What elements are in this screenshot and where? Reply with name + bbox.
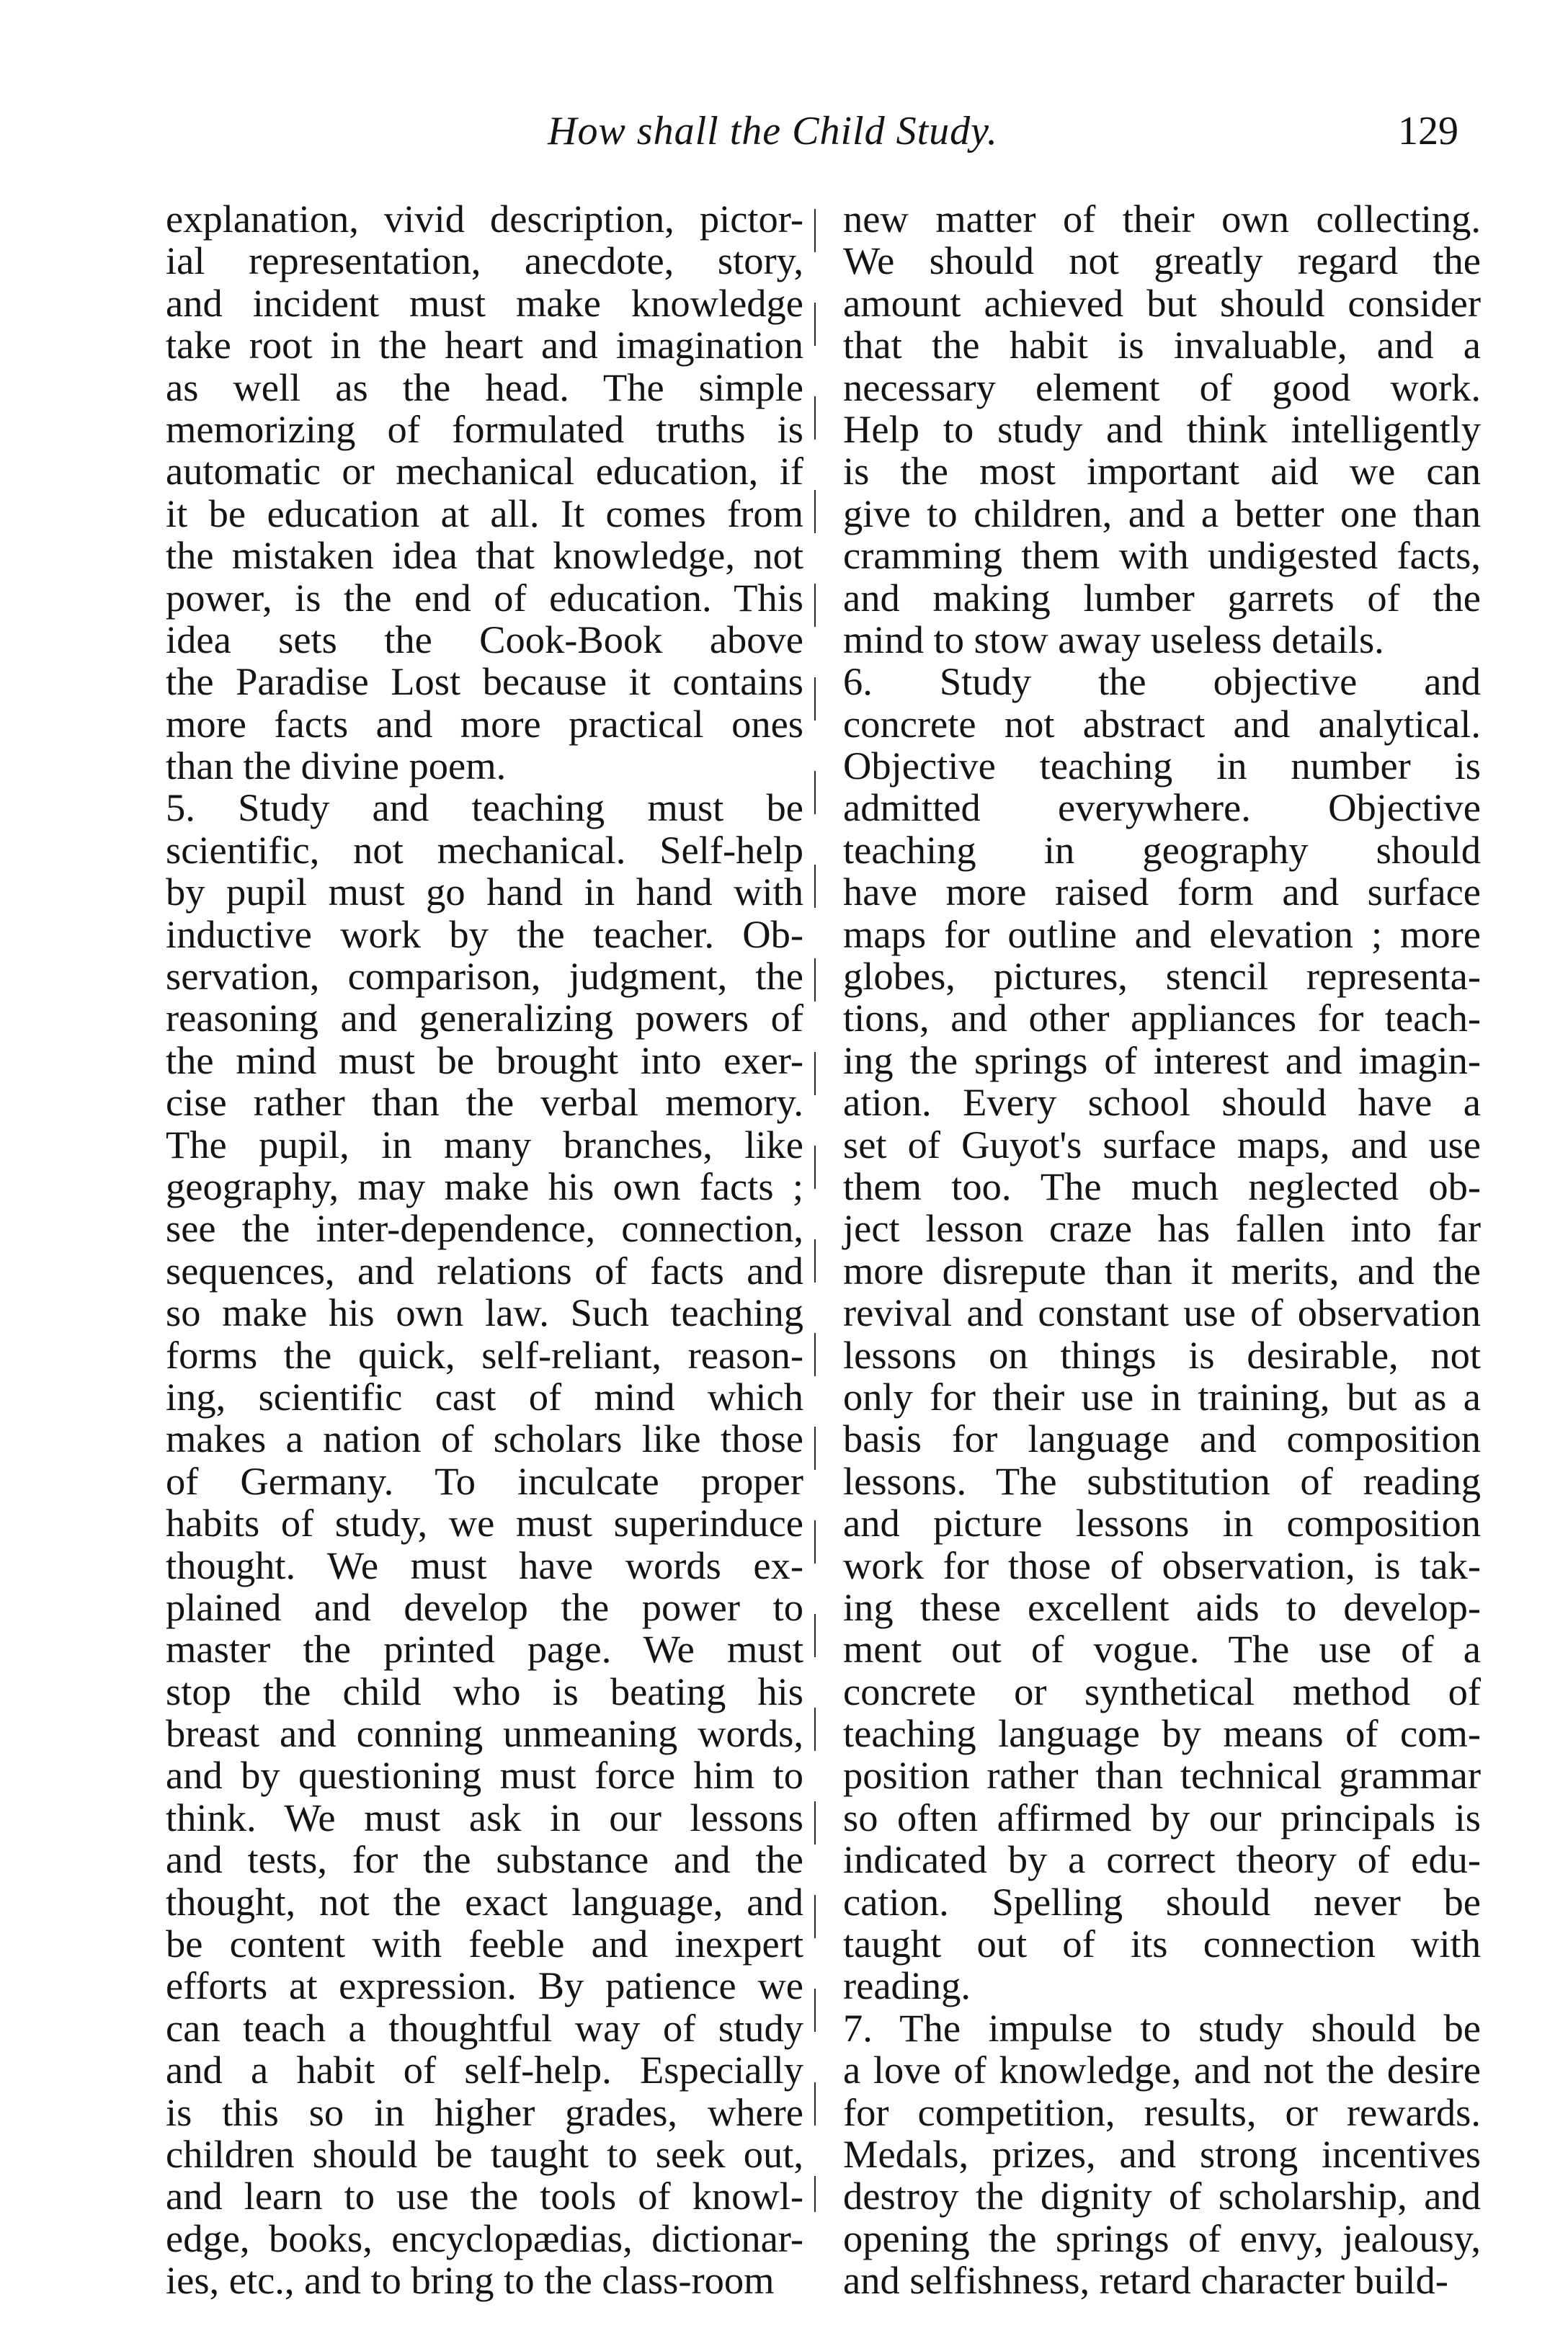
text-line: and learn to use the tools of knowl- <box>166 2174 803 2218</box>
text-line: makes a nation of scholars like those <box>166 1417 803 1461</box>
text-line: servation, comparison, judgment, the <box>166 954 803 999</box>
text-line: 5. Study and teaching must be <box>166 785 803 830</box>
text-line: cation. Spelling should never be <box>843 1879 1481 1924</box>
text-line: set of Guyot's surface maps, and use <box>843 1122 1481 1167</box>
text-line: it be education at all. It comes from <box>166 491 803 535</box>
left-text-column <box>166 198 803 2302</box>
text-line: stop the child who is beating his <box>166 1669 803 1713</box>
text-line: ing, scientific cast of mind which <box>166 1374 803 1419</box>
text-line: teaching in geography should <box>843 827 1481 872</box>
text-line: more disrepute than it merits, and the <box>843 1248 1481 1293</box>
text-line: explanation, vivid description, pictor- <box>166 197 803 241</box>
text-line: forms the quick, self-reliant, reason- <box>166 1332 803 1377</box>
text-line: and selfishness, retard character build- <box>843 2258 1448 2303</box>
text-line: and incident must make knowledge <box>166 280 803 325</box>
text-line: and picture lessons in composition <box>843 1501 1481 1546</box>
text-line: is the most important aid we can <box>843 449 1481 494</box>
text-line: ial representation, anecdote, story, <box>166 238 803 283</box>
text-line: memorizing of formulated truths is <box>166 406 803 451</box>
text-line: the mind must be brought into exer- <box>166 1038 803 1082</box>
text-line: revival and constant use of observation <box>843 1290 1481 1335</box>
text-line: ment out of vogue. The use of a <box>843 1627 1481 1672</box>
text-line: indicated by a correct theory of edu- <box>843 1837 1481 1882</box>
text-line: thought. We must have words ex- <box>166 1543 803 1587</box>
text-line: ies, etc., and to bring to the class-room <box>166 2258 775 2303</box>
text-line: take root in the heart and imagination <box>166 323 803 367</box>
text-line: new matter of their own collecting. <box>843 197 1481 241</box>
text-line: children should be taught to seek out, <box>166 2131 803 2176</box>
text-line: inductive work by the teacher. Ob- <box>166 911 803 956</box>
text-line: admitted everywhere. Objective <box>843 785 1481 830</box>
text-line: mind to stow away useless details. <box>843 617 1384 661</box>
text-line: concrete not abstract and analytical. <box>843 701 1481 746</box>
text-line: teaching language by means of com- <box>843 1711 1481 1756</box>
text-line: Help to study and think intelligently <box>843 406 1481 451</box>
text-line: ject lesson craze has fallen into far <box>843 1206 1481 1251</box>
text-line: 7. The impulse to study should be <box>843 2005 1481 2050</box>
text-line: and tests, for the substance and the <box>166 1837 803 1882</box>
text-line: geography, may make his own facts ; <box>166 1164 803 1208</box>
text-line: automatic or mechanical education, if <box>166 449 803 494</box>
text-line: idea sets the Cook-Book above <box>166 617 803 661</box>
text-line: can teach a thoughtful way of study <box>166 2005 803 2050</box>
text-line: only for their use in training, but as a <box>843 1374 1481 1419</box>
text-line: reasoning and generalizing powers of <box>166 996 803 1040</box>
text-line: that the habit is invaluable, and a <box>843 323 1481 367</box>
text-line: taught out of its connection with <box>843 1922 1481 1966</box>
text-line: lessons. The substitution of reading <box>843 1458 1481 1503</box>
text-line: the Paradise Lost because it contains <box>166 659 803 704</box>
text-line: a love of knowledge, and not the desire <box>843 2048 1481 2092</box>
text-line: more facts and more practical ones <box>166 701 803 746</box>
text-line: The pupil, in many branches, like <box>166 1122 803 1167</box>
text-line: scientific, not mechanical. Self-help <box>166 827 803 872</box>
text-line: work for those of observation, is tak- <box>843 1543 1481 1587</box>
text-line: power, is the end of education. This <box>166 575 803 620</box>
text-line: and making lumber garrets of the <box>843 575 1481 620</box>
text-line: ing the springs of interest and imagin- <box>843 1038 1481 1082</box>
text-line: globes, pictures, stencil representa- <box>843 954 1481 999</box>
text-line: master the printed page. We must <box>166 1627 803 1672</box>
running-head <box>0 108 1568 166</box>
text-line: Medals, prizes, and strong incentives <box>843 2131 1481 2176</box>
text-line: reading. <box>843 1963 971 2008</box>
text-line: as well as the head. The simple <box>166 365 803 409</box>
text-line: and a habit of self-help. Especially <box>166 2048 803 2092</box>
text-line: of Germany. To inculcate proper <box>166 1458 803 1503</box>
text-line: efforts at expression. By patience we <box>166 1963 803 2008</box>
text-line: necessary element of good work. <box>843 365 1481 409</box>
text-line: think. We must ask in our lessons <box>166 1795 803 1839</box>
text-line: lessons on things is desirable, not <box>843 1332 1481 1377</box>
text-line: basis for language and composition <box>843 1417 1481 1461</box>
column-divider <box>814 209 816 2212</box>
text-line: sequences, and relations of facts and <box>166 1248 803 1293</box>
text-line: opening the springs of envy, jealousy, <box>843 2216 1481 2260</box>
page-number: 129 <box>1398 109 1458 153</box>
text-line: cise rather than the verbal memory. <box>166 1080 803 1125</box>
text-line: maps for outline and elevation ; more <box>843 911 1481 956</box>
text-line: the mistaken idea that knowledge, not <box>166 533 803 578</box>
text-line: breast and conning unmeaning words, <box>166 1711 803 1756</box>
text-line: so make his own law. Such teaching <box>166 1290 803 1335</box>
text-line: cramming them with undigested facts, <box>843 533 1481 578</box>
text-line: by pupil must go hand in hand with <box>166 870 803 914</box>
text-line: see the inter-dependence, connection, <box>166 1206 803 1251</box>
text-line: habits of study, we must superinduce <box>166 1501 803 1546</box>
text-line: ation. Every school should have a <box>843 1080 1481 1125</box>
text-line: be content with feeble and inexpert <box>166 1922 803 1966</box>
text-line: Objective teaching in number is <box>843 744 1481 788</box>
text-line: plained and develop the power to <box>166 1584 803 1629</box>
running-head-title: How shall the Child Study. <box>548 109 998 153</box>
text-line: destroy the dignity of scholarship, and <box>843 2174 1481 2218</box>
text-line: position rather than technical grammar <box>843 1753 1481 1798</box>
text-line: so often affirmed by our principals is <box>843 1795 1481 1839</box>
text-line: is this so in higher grades, where <box>166 2090 803 2134</box>
right-text-column <box>843 198 1481 2302</box>
text-line: and by questioning must force him to <box>166 1753 803 1798</box>
text-line: thought, not the exact language, and <box>166 1879 803 1924</box>
text-line: edge, books, encyclopædias, dictionar- <box>166 2216 803 2260</box>
text-line: 6. Study the objective and <box>843 659 1481 704</box>
text-line: amount achieved but should consider <box>843 280 1481 325</box>
text-line: We should not greatly regard the <box>843 238 1481 283</box>
text-line: give to children, and a better one than <box>843 491 1481 535</box>
text-line: have more raised form and surface <box>843 870 1481 914</box>
text-line: concrete or synthetical method of <box>843 1669 1481 1713</box>
text-line: for competition, results, or rewards. <box>843 2090 1481 2134</box>
text-line: ing these excellent aids to develop- <box>843 1584 1481 1629</box>
text-line: tions, and other appliances for teach- <box>843 996 1481 1040</box>
text-line: them too. The much neglected ob- <box>843 1164 1481 1208</box>
text-line: than the divine poem. <box>166 744 507 788</box>
